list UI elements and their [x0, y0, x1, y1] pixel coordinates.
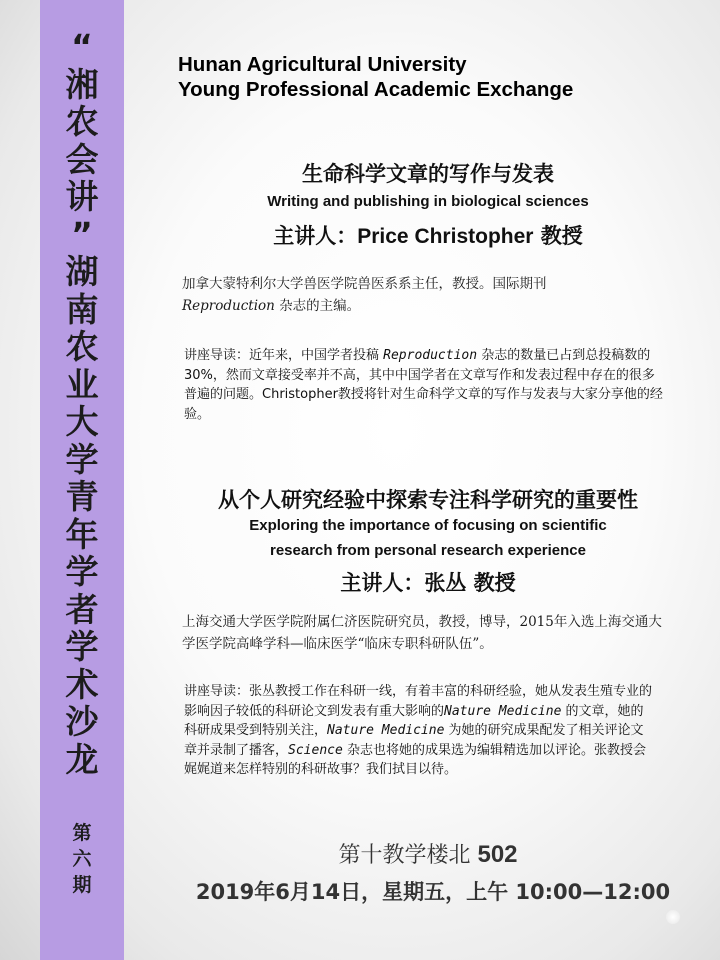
- journal-name: Reproduction: [182, 298, 275, 314]
- venue-place: 第十教学楼北: [338, 843, 478, 868]
- lecture1-title-cn: 生命科学文章的写作与发表: [302, 162, 554, 186]
- vertical-title-char: 学: [65, 439, 99, 479]
- vertical-title-char: 术: [65, 664, 99, 704]
- speaker-prefix: 主讲人：: [273, 224, 358, 248]
- vertical-title-char: 会: [65, 139, 99, 179]
- vertical-title-char: 年: [65, 514, 99, 554]
- lecture2-intro: [184, 682, 656, 780]
- intro-text: 杂志也将她的成果选为编辑精选加以评论。张教授会娓娓道来怎样特别的科研故事？我们拭目以待。: [184, 742, 646, 777]
- intro-text: 的文章，她的科研成果受到特别关注，: [184, 703, 644, 738]
- vertical-title-char: 大: [65, 402, 99, 441]
- journal-name: Reproduction: [383, 348, 478, 363]
- vertical-title-char: 湖: [65, 252, 99, 291]
- vertical-title-char: 沙: [65, 702, 99, 741]
- vertical-title-char: 农: [65, 327, 99, 366]
- lecture2-title-en-2: research from personal research experience: [269, 542, 586, 559]
- issue-number: [40, 820, 124, 898]
- intro-text: 讲座导读：张丛教授工作在科研一线，有着丰富的科研经验，她从发表生殖专业的影响因子较低的科研论文到发表有重大影响的: [184, 684, 653, 719]
- vertical-title-char: 讲: [65, 177, 99, 216]
- venue-room: 502: [477, 841, 518, 868]
- lecture1-speaker: [150, 220, 706, 250]
- vertical-title: [40, 28, 124, 778]
- issue-char: 期: [72, 874, 92, 896]
- vertical-title-char: 青: [65, 477, 99, 516]
- lecture2-title-en-1: Exploring the importance of focusing on scientific: [249, 517, 607, 534]
- intro-text: 为她的研究成果配发了相关评论文章并录制了播客，: [184, 723, 644, 758]
- lecture1-intro: [184, 346, 664, 424]
- vertical-title-char: ”: [71, 214, 93, 254]
- sidebar-banner: [40, 0, 124, 960]
- issue-char: 六: [72, 848, 92, 870]
- vertical-title-char: 业: [65, 364, 99, 404]
- header-line-2: Young Professional Academic Exchange: [178, 78, 574, 101]
- vertical-title-char: “: [71, 27, 93, 66]
- header-line-1: Hunan Agricultural University: [178, 53, 467, 76]
- lecture1-bio: [182, 273, 682, 317]
- journal-name: Science: [288, 742, 343, 758]
- speaker-name: Price Christopher: [357, 225, 534, 248]
- lecture2-bio: 上海交通大学医学院附属仁济医院研究员，教授，博导，2015年入选上海交通大学医学院高峰学科—临床医学“临床专职科研队伍”。: [182, 614, 662, 652]
- venue: [150, 838, 706, 869]
- vertical-title-char: 学: [65, 627, 99, 666]
- vertical-title-char: 学: [65, 552, 99, 591]
- vertical-title-char: 者: [65, 589, 99, 629]
- header: [178, 52, 573, 102]
- intro-text: 杂志的数量已占到总投稿数的30%，然而文章接受率并不高，其中中国学者在文章写作和发表过程中存在的很多普遍的问题。Christopher教授将针对生命科学文章的写作与发表与大家分享他的经验。: [184, 348, 663, 422]
- bio-text: 加拿大蒙特利尔大学兽医学院兽医系系主任，教授。国际期刊: [182, 276, 547, 292]
- vertical-title-char: 龙: [65, 739, 99, 779]
- event-datetime: 2019年6月14日，星期五，上午 10:00—12:00: [195, 880, 671, 904]
- speaker-suffix: 教授: [533, 224, 583, 248]
- vertical-title-char: 南: [65, 289, 99, 329]
- decorative-dot: [666, 910, 680, 924]
- journal-name: Nature Medicine: [327, 723, 445, 738]
- issue-char: 第: [72, 822, 92, 844]
- lecture1-title-en: Writing and publishing in biological sciences: [267, 193, 589, 210]
- intro-text: 讲座导读：近年来，中国学者投稿: [184, 348, 384, 363]
- vertical-title-char: 湘: [65, 64, 99, 104]
- lecture2-speaker: 主讲人：张丛 教授: [340, 571, 516, 595]
- lecture2-title-cn: 从个人研究经验中探索专注科学研究的重要性: [218, 488, 638, 512]
- vertical-title-char: 农: [65, 102, 99, 141]
- journal-name: Nature Medicine: [444, 703, 562, 719]
- bio-text: 杂志的主编。: [274, 298, 361, 314]
